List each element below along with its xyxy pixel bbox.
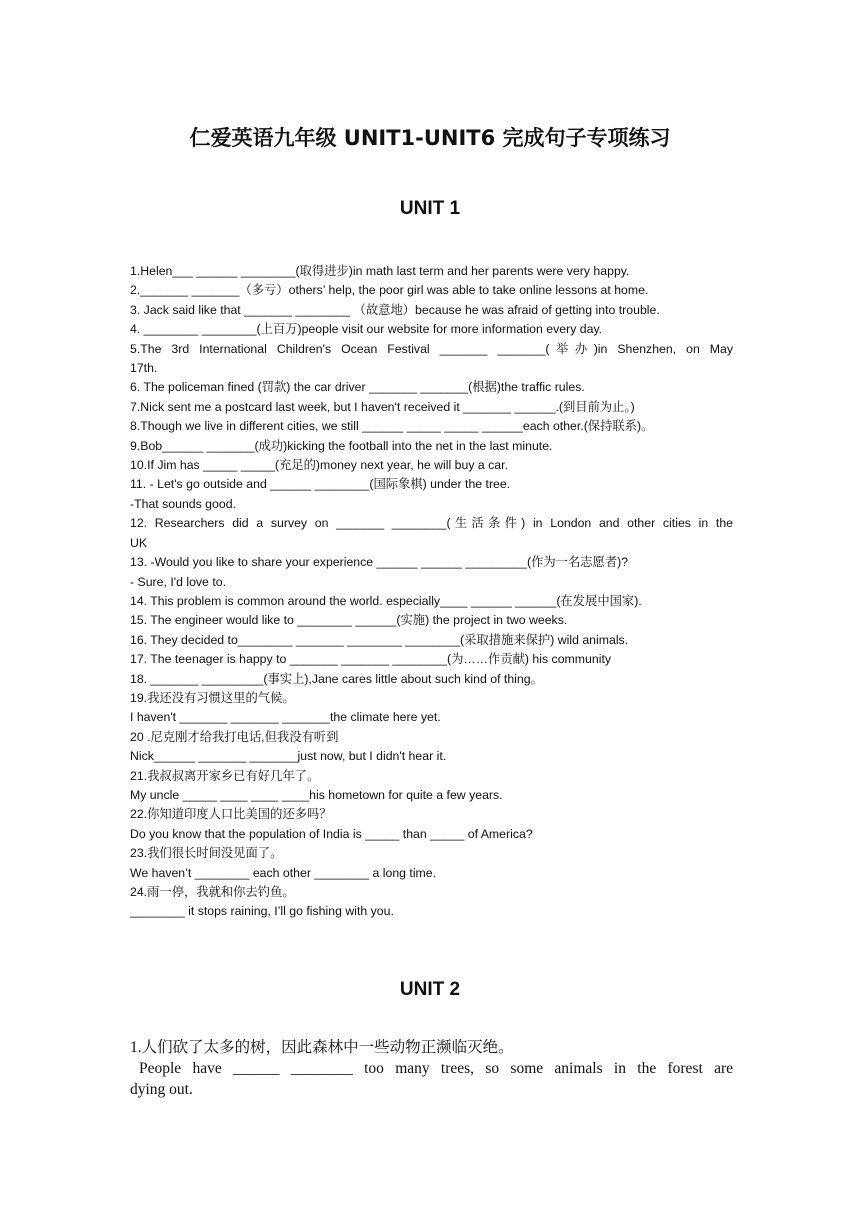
exercise-line: -That sounds good. <box>130 496 236 511</box>
exercise-line: UK <box>130 535 148 550</box>
exercise-line: 8.Though we live in different cities, we still ______ _____ _____ ______each other.(保持联系)。 <box>130 419 654 434</box>
exercise-line: I haven't _______ _______ _______the climate here yet. <box>130 710 441 725</box>
exercise-line: 19.我还没有习惯这里的气候。 <box>130 690 295 705</box>
unit2-question-1-en-cont: dying out. <box>130 1081 193 1098</box>
exercise-line: 18. _______ _________(事实上),Jane cares little about such kind of thing。 <box>130 671 543 686</box>
exercise-line: 11. - Let's go outside and ______ ________(国际象棋) under the tree. <box>130 477 511 492</box>
unit2-question-1-zh: 1.人们砍了太多的树，因此森林中一些动物正濒临灭绝。 <box>130 1039 514 1056</box>
unit2-question-1-en: People have ______ ________ too many trees, so some animals in the forest are <box>139 1060 733 1077</box>
unit2-heading: UNIT 2 <box>399 979 461 1000</box>
exercise-line: 15. The engineer would like to ________ ______(实施) the project in two weeks. <box>130 613 568 628</box>
exercise-line: 17th. <box>130 361 158 376</box>
exercise-line: 3. Jack said like that _______ ________ （故意地）because he was afraid of getting into trouble. <box>130 302 660 317</box>
exercise-line: 13. -Would you like to share your experience ______ ______ _________(作为一名志愿者)? <box>130 555 629 570</box>
exercise-line: We haven’t ________ each other ________ a long time. <box>130 865 437 880</box>
exercise-line: 12. Researchers did a survey on _______ ________(生活条件) in London and other cities in the <box>130 516 733 531</box>
exercise-line: 7.Nick sent me a postcard last week, but I haven't received it _______ ______.(到目前为止。) <box>130 399 635 414</box>
exercise-line: 21.我叔叔离开家乡已有好几年了。 <box>130 768 320 783</box>
exercise-line: Nick______ _______ _______just now, but I didn't hear it. <box>130 749 447 764</box>
exercise-line: 1.Helen___ ______ ________(取得进步)in math last term and her parents were very happy. <box>130 264 630 278</box>
exercise-line: 24.雨一停，我就和你去钓鱼。 <box>130 885 295 899</box>
exercise-line: 14. This problem is common around the world. especially____ ______ ______(在发展中国家). <box>130 593 642 608</box>
page-title: 仁爱英语九年级 UNIT1-UNIT6 完成句子专项练习 <box>189 126 671 150</box>
exercise-line: 22.你知道印度人口比美国的还多吗？ <box>130 807 332 822</box>
exercise-line: 2._______ _______（多亏）others’ help, the poor girl was able to take online lessons at home. <box>130 283 649 298</box>
exercise-line: 20 .尼克刚才给我打电话,但我没有听到 <box>130 729 339 744</box>
exercise-line: My uncle _____ ____ ____ ____his hometown for quite a few years. <box>130 787 503 802</box>
exercise-line: ________ it stops raining, I’ll go fishing with you. <box>130 904 394 919</box>
unit1-heading: UNIT 1 <box>399 198 461 219</box>
unit1-exercise-list <box>130 262 733 922</box>
unit2-exercise-list <box>130 1037 733 1100</box>
exercise-line: 5.The 3rd International Children's Ocean Festival _______ _______(举办)in Shenzhen, on May <box>130 341 733 356</box>
exercise-line: - Sure, I'd love to. <box>130 574 226 589</box>
exercise-line: 10.If Jim has _____ _____(充足的)money next year, he will buy a car. <box>130 458 508 473</box>
exercise-line: Do you know that the population of India is _____ than _____ of America? <box>130 826 533 841</box>
exercise-line: 6. The policeman fined (罚款) the car driver _______ _______(根据)the traffic rules. <box>130 380 585 395</box>
exercise-line: 17. The teenager is happy to _______ _______ ________(为……作贡献) his community <box>130 652 612 667</box>
exercise-line: 4. ________ ________(上百万)people visit our website for more information every day. <box>130 322 603 337</box>
exercise-line: 16. They decided to________ _______ ________ ________(采取措施来保护) wild animals. <box>130 632 629 647</box>
exercise-line: 9.Bob______ _______(成功)kicking the football into the net in the last minute. <box>130 438 553 453</box>
exercise-line: 23.我们很长时间没见面了。 <box>130 846 283 861</box>
